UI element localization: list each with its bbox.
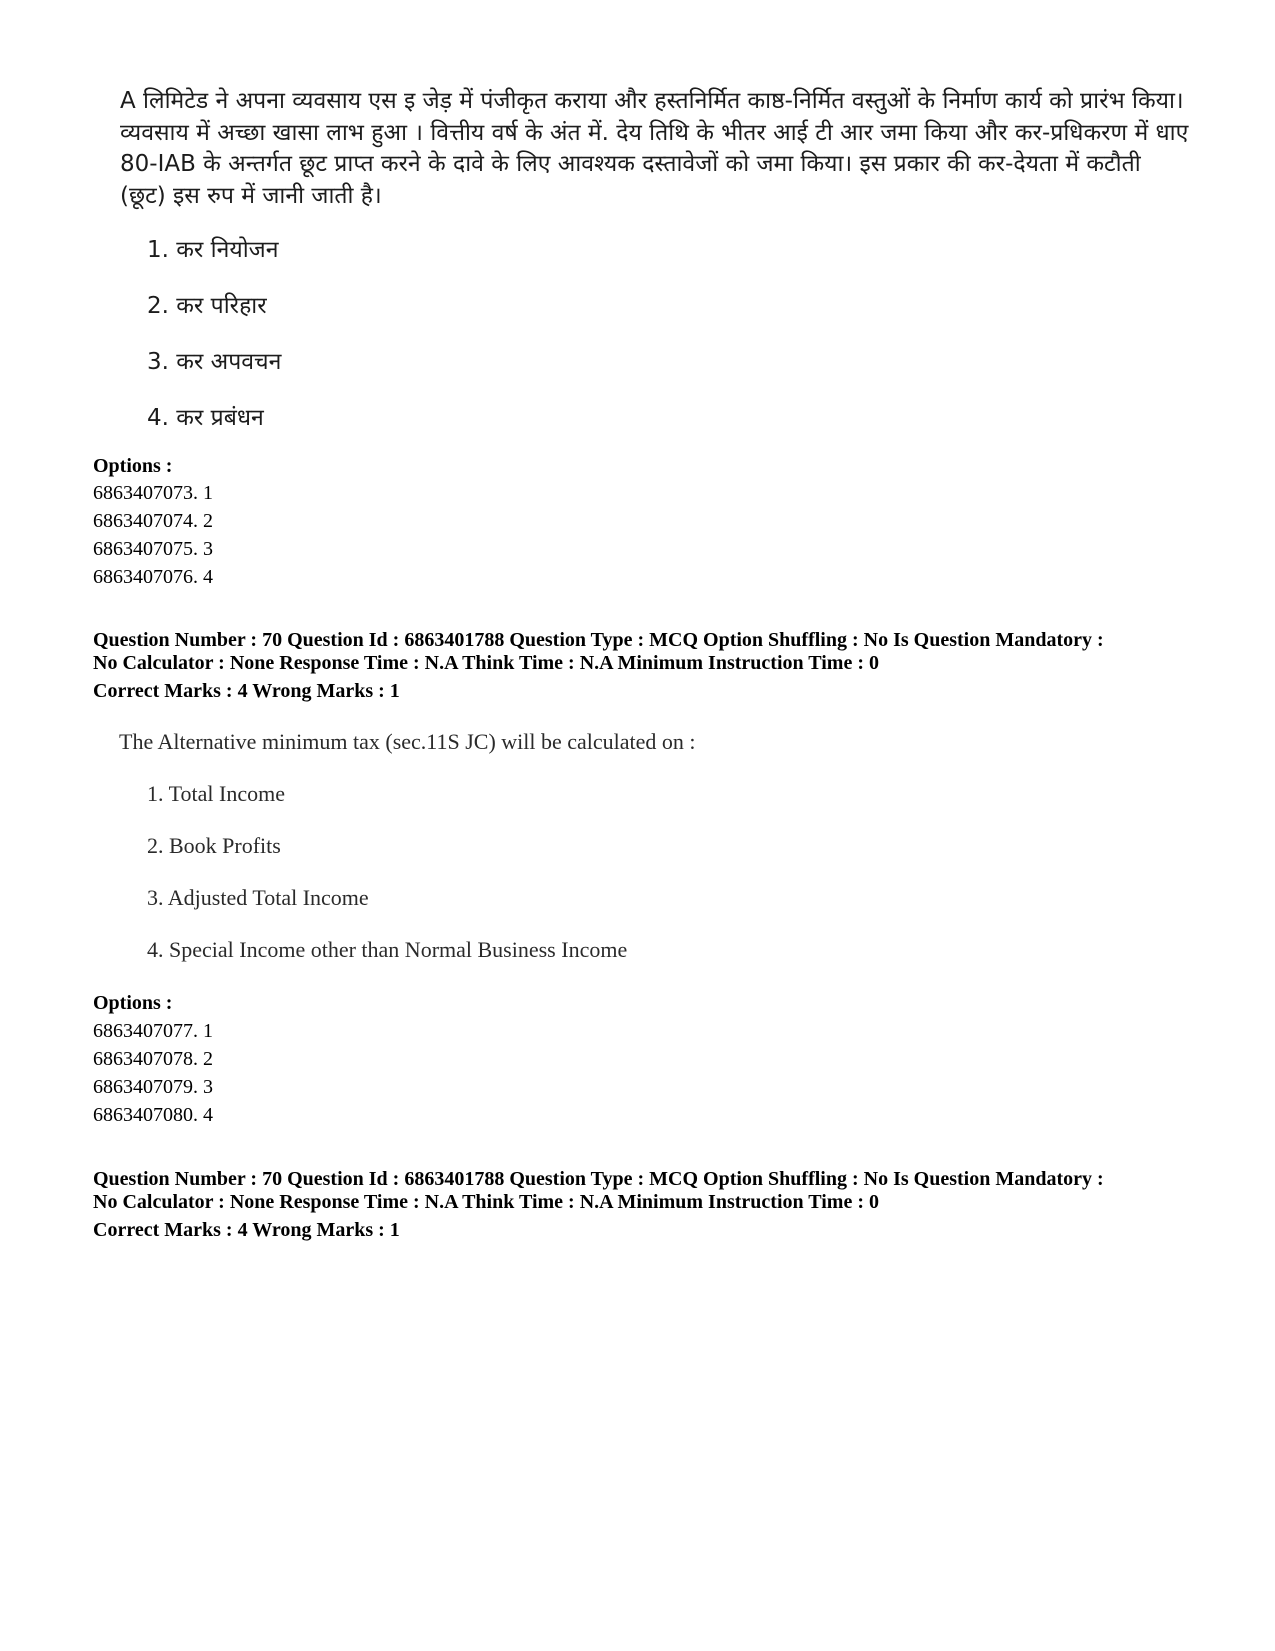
question-marks: Correct Marks : 4 Wrong Marks : 1	[93, 1219, 400, 1241]
option-id: 6863407079. 3	[93, 1076, 213, 1098]
option-id: 6863407073. 1	[93, 482, 213, 504]
option-id: 6863407078. 2	[93, 1048, 213, 1070]
option-id: 6863407076. 4	[93, 566, 213, 588]
question-marks: Correct Marks : 4 Wrong Marks : 1	[93, 680, 400, 702]
option-id: 6863407075. 3	[93, 538, 213, 560]
option-id: 6863407080. 4	[93, 1104, 213, 1126]
options-label: Options :	[93, 992, 173, 1014]
answer-choice: 1. कर नियोजन	[147, 237, 279, 263]
answer-choice: 2. कर परिहार	[147, 293, 267, 319]
question-meta-line: Question Number : 70 Question Id : 6863401788 Question Type : MCQ Option Shuffling : No Is Question Mandatory :	[93, 629, 1104, 651]
answer-choice: 3. Adjusted Total Income	[147, 885, 369, 910]
option-id: 6863407074. 2	[93, 510, 213, 532]
option-id: 6863407077. 1	[93, 1020, 213, 1042]
answer-choice: 2. Book Profits	[147, 833, 281, 858]
question-passage: The Alternative minimum tax (sec.11S JC) will be calculated on :	[119, 729, 696, 754]
answer-choice: 4. Special Income other than Normal Business Income	[147, 937, 628, 962]
answer-choice: 1. Total Income	[147, 781, 285, 806]
question-meta-line: No Calculator : None Response Time : N.A Think Time : N.A Minimum Instruction Time : 0	[93, 1191, 879, 1213]
question-meta-line: Question Number : 70 Question Id : 6863401788 Question Type : MCQ Option Shuffling : No Is Question Mandatory :	[93, 1168, 1104, 1190]
question-meta-line: No Calculator : None Response Time : N.A Think Time : N.A Minimum Instruction Time : 0	[93, 652, 879, 674]
answer-choice: 4. कर प्रबंधन	[147, 405, 264, 431]
question-passage: A लिमिटेड ने अपना व्यवसाय एस इ जेड़ में पंजीकृत कराया और हस्तनिर्मित काष्ठ-निर्मित वस्तुओं के निर्माण कार्य को प्रारंभ किया। व्यवसाय में अच्छा खासा लाभ हुआ । वित्तीय वर्ष के अंत में. देय तिथि के भीतर आई टी आर जमा किया और कर-प्रधिकरण में धाए 80-IAB के अन्तर्गत छूट प्राप्त करने के दावे के लिए आवश्यक दस्तावेजों को जमा किया। इस प्रकार की कर-देयता में कटौती (छूट) इस रुप में जानी जाती है।	[120, 88, 1189, 209]
answer-choice: 3. कर अपवचन	[147, 349, 282, 375]
options-label: Options :	[93, 455, 173, 477]
